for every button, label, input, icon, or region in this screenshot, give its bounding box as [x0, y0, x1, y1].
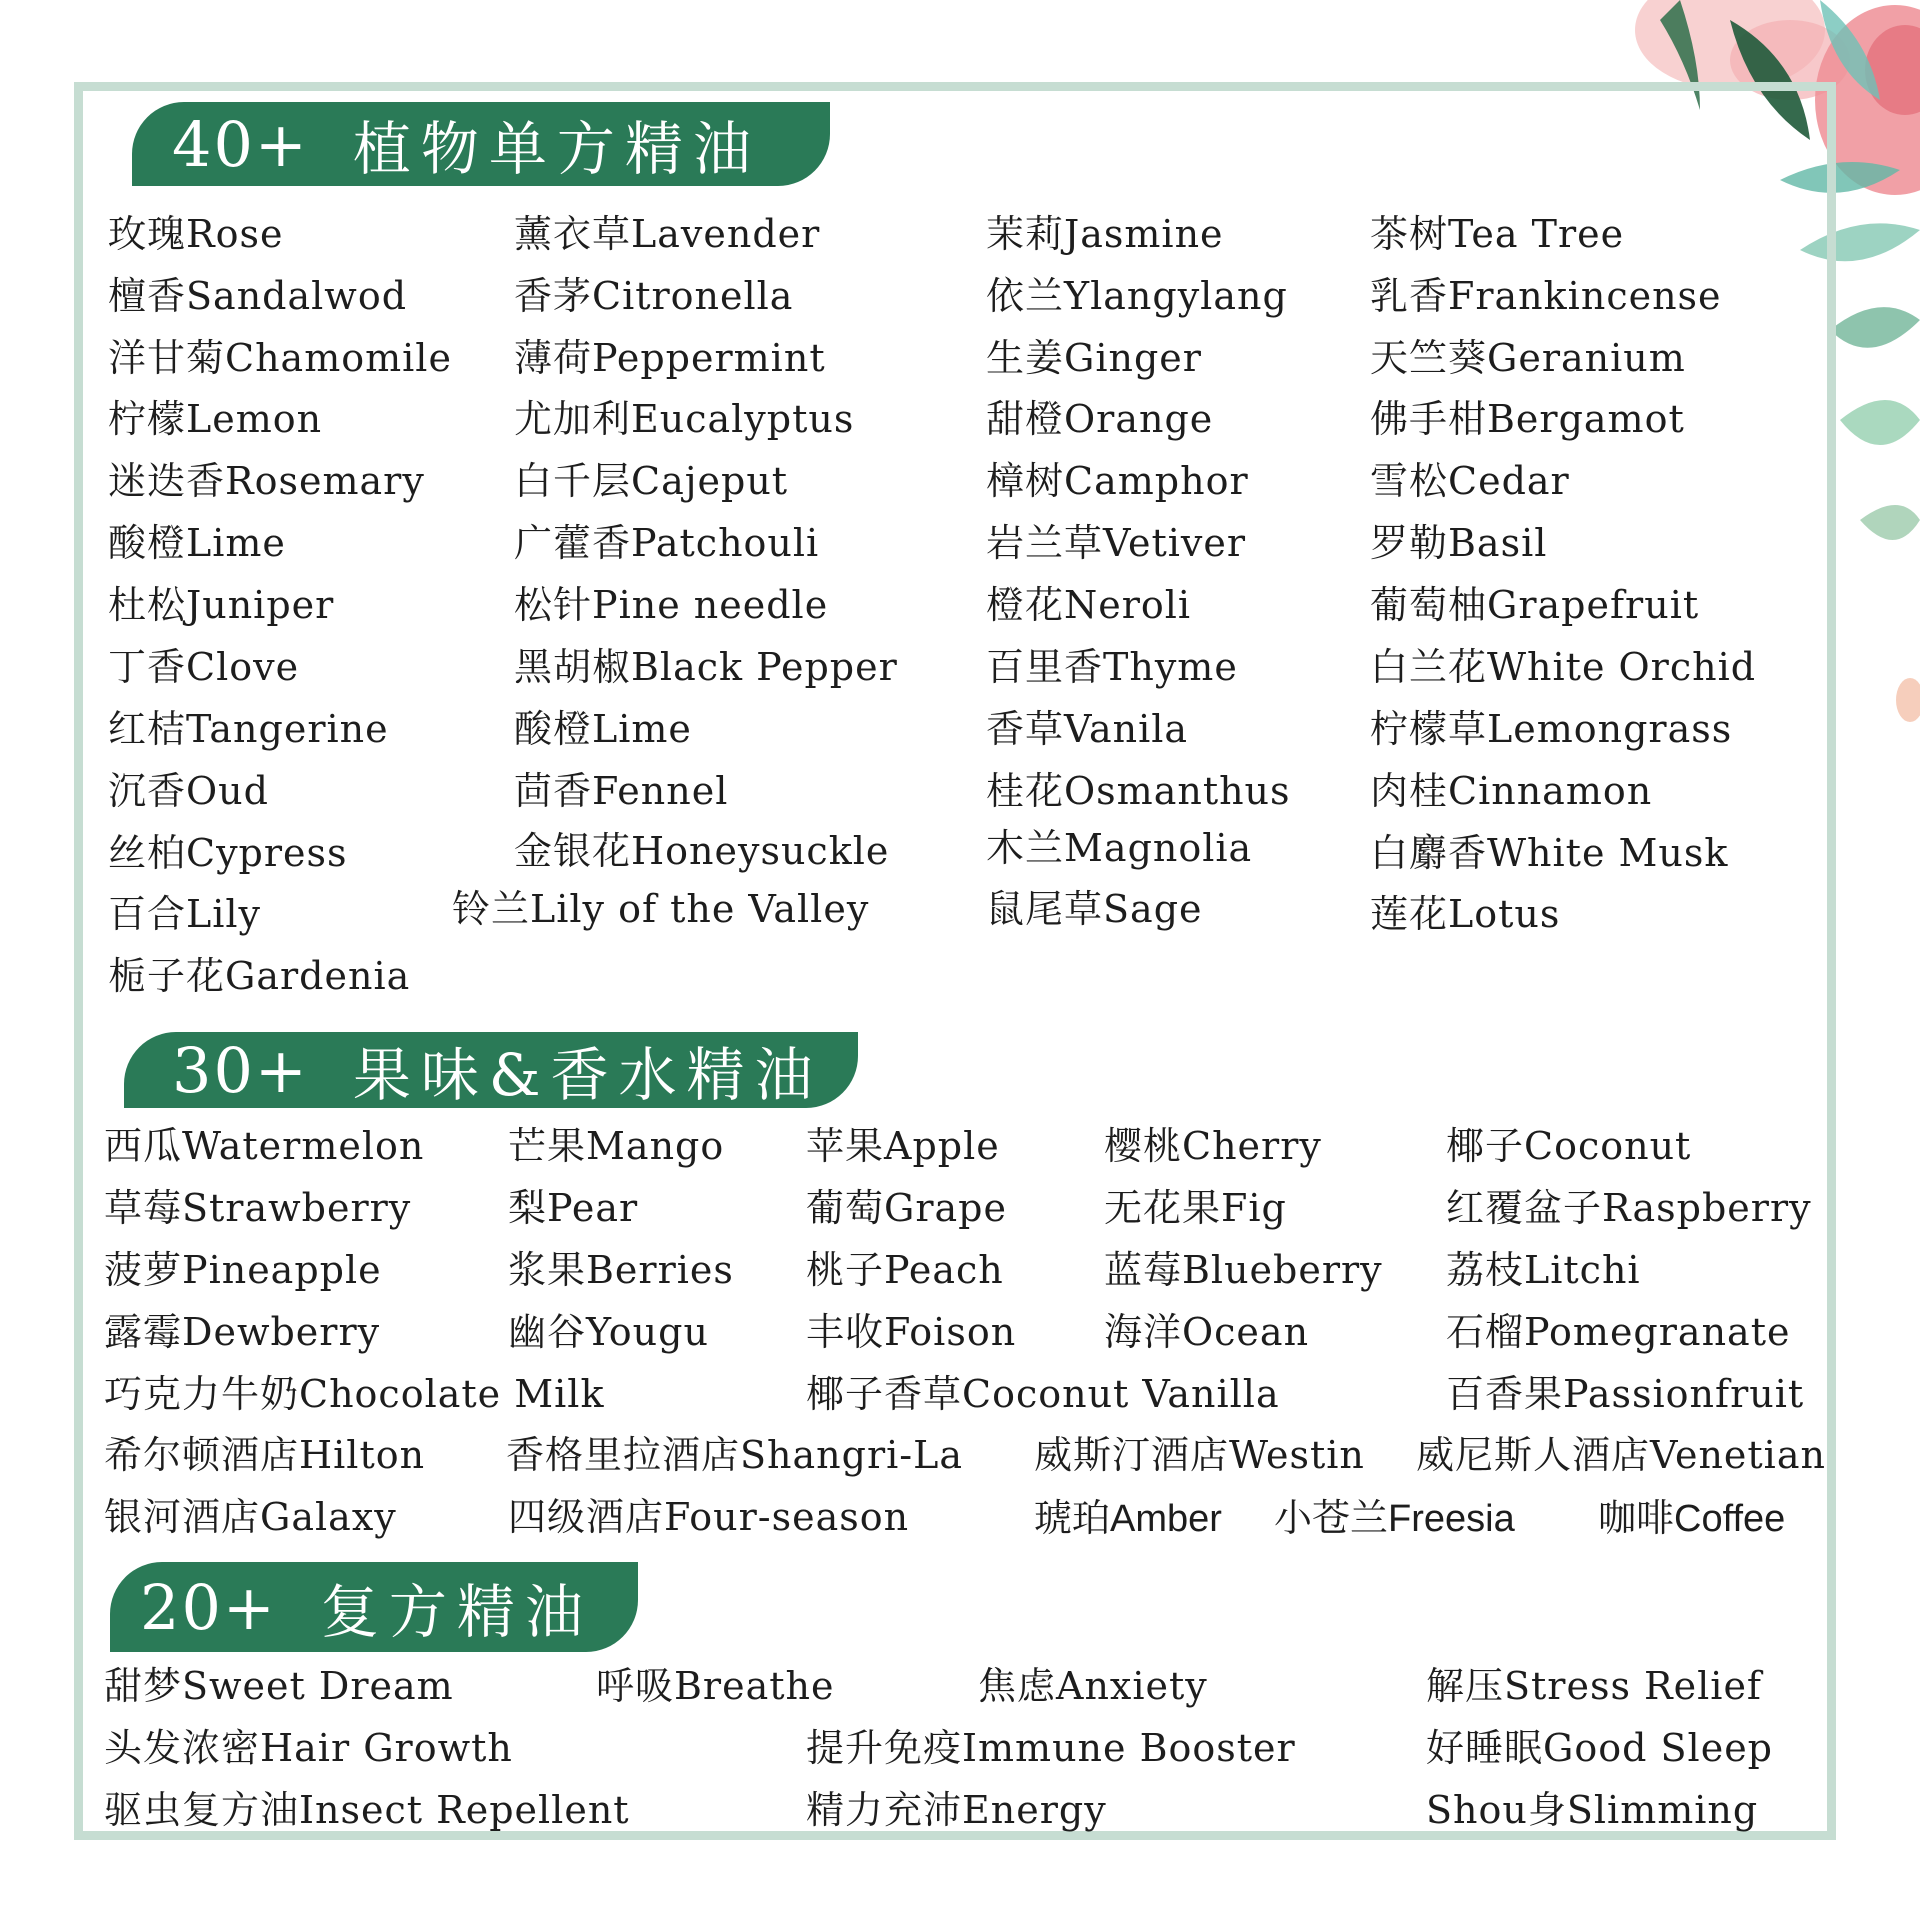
oil-item: 洋甘菊Chamomile	[108, 336, 452, 380]
oil-item: 天竺葵Geranium	[1370, 336, 1686, 380]
oil-item: 呼吸Breathe	[596, 1664, 835, 1708]
oil-item: 鼠尾草Sage	[986, 887, 1203, 931]
oil-item: 香茅Citronella	[514, 274, 794, 318]
oil-item: 柠檬草Lemongrass	[1370, 707, 1733, 751]
oil-item: 好睡眠Good Sleep	[1426, 1726, 1774, 1770]
oil-item: 薰衣草Lavender	[514, 212, 821, 256]
oil-item: 柠檬Lemon	[108, 397, 323, 441]
oil-item: 百香果Passionfruit	[1446, 1372, 1805, 1416]
oil-item: 威尼斯人酒店Venetian	[1416, 1433, 1826, 1477]
oil-item: 桃子Peach	[806, 1248, 1004, 1292]
oil-item: 香格里拉酒店Shangri-La	[506, 1433, 964, 1477]
section-title: 复方精油	[320, 1578, 593, 1646]
section-banner-fruit-perfume	[124, 1032, 858, 1108]
oil-item: 解压Stress Relief	[1426, 1664, 1762, 1708]
oil-item: 玫瑰Rose	[108, 212, 284, 256]
oil-item: 铃兰Lily of the Valley	[452, 887, 870, 931]
oil-item: 丁香Clove	[108, 645, 300, 689]
oil-item: 无花果Fig	[1104, 1186, 1287, 1230]
oil-item: 精力充沛Energy	[806, 1788, 1107, 1832]
oil-item: 檀香Sandalwod	[108, 274, 408, 318]
oil-item: 茴香Fennel	[514, 769, 729, 813]
oil-item: 咖啡Coffee	[1598, 1498, 1786, 1540]
oil-item: 小苍兰Freesia	[1274, 1498, 1515, 1540]
oil-item: 橙花Neroli	[986, 583, 1192, 627]
oil-item: 蓝莓Blueberry	[1104, 1248, 1383, 1292]
section-count: 30+	[172, 1033, 309, 1107]
oil-item: 肉桂Cinnamon	[1370, 769, 1653, 813]
oil-item: 香草Vanila	[986, 707, 1189, 751]
oil-item: 金银花Honeysuckle	[514, 829, 890, 873]
oil-item: 白兰花White Orchid	[1370, 645, 1757, 689]
oil-item: 西瓜Watermelon	[104, 1124, 425, 1168]
section-banner-blends	[110, 1562, 638, 1652]
oil-item: 黑胡椒Black Pepper	[514, 645, 898, 689]
oil-item: 松针Pine needle	[514, 583, 829, 627]
oil-item: 沉香Oud	[108, 769, 269, 813]
oil-item: 薄荷Peppermint	[514, 336, 826, 380]
oil-item: 莲花Lotus	[1370, 892, 1561, 936]
oil-item: 苹果Apple	[806, 1124, 1000, 1168]
oil-item: 杜松Juniper	[108, 583, 335, 627]
oil-item: 驱虫复方油Insect Repellent	[104, 1788, 630, 1832]
oil-item: 樱桃Cherry	[1104, 1124, 1322, 1168]
oil-item: 威斯汀酒店Westin	[1034, 1433, 1365, 1477]
oil-item: 木兰Magnolia	[986, 826, 1253, 870]
oil-item: 头发浓密Hair Growth	[104, 1726, 513, 1770]
oil-item: 甜橙Orange	[986, 397, 1214, 441]
section-title: 果味&香水精油	[352, 1041, 823, 1109]
oil-item: 雪松Cedar	[1370, 459, 1570, 503]
oil-item: 四级酒店Four-season	[508, 1495, 910, 1539]
oil-item: 石榴Pomegranate	[1446, 1310, 1791, 1354]
oil-item: 广藿香Patchouli	[514, 521, 820, 565]
oil-item: 椰子Coconut	[1446, 1124, 1692, 1168]
oil-item: 樟树Camphor	[986, 459, 1249, 503]
oil-item: 丝柏Cypress	[108, 831, 348, 875]
oil-item: 酸橙Lime	[108, 521, 286, 565]
oil-item: 丰收Foison	[806, 1310, 1017, 1354]
oil-item: 罗勒Basil	[1370, 521, 1548, 565]
section-count: 20+	[140, 1570, 277, 1644]
oil-item: 草莓Strawberry	[104, 1186, 412, 1230]
oil-item: 巧克力牛奶Chocolate Milk	[104, 1372, 605, 1416]
oil-item: 乳香Frankincense	[1370, 274, 1722, 318]
oil-item: 佛手柑Bergamot	[1370, 397, 1685, 441]
oil-item: 芒果Mango	[508, 1124, 725, 1168]
oil-item: 露霉Dewberry	[104, 1310, 381, 1354]
oil-item: 荔枝Litchi	[1446, 1248, 1641, 1292]
oil-item: 岩兰草Vetiver	[986, 521, 1246, 565]
oil-item: 银河酒店Galaxy	[104, 1495, 397, 1539]
oil-item: 海洋Ocean	[1104, 1310, 1310, 1354]
oil-item: 浆果Berries	[508, 1248, 734, 1292]
oil-item: 甜梦Sweet Dream	[104, 1664, 454, 1708]
oil-item: 白千层Cajeput	[514, 459, 789, 503]
oil-item: 焦虑Anxiety	[978, 1664, 1208, 1708]
oil-item: 栀子花Gardenia	[108, 954, 411, 998]
oil-item: 生姜Ginger	[986, 336, 1202, 380]
section-banner-single-oils	[132, 102, 830, 186]
section-count: 40+	[172, 107, 309, 181]
oil-item: Shou身Slimming	[1426, 1788, 1759, 1832]
oil-item: 菠萝Pineapple	[104, 1248, 382, 1292]
section-title: 植物单方精油	[352, 115, 761, 183]
oil-item: 酸橙Lime	[514, 707, 692, 751]
oil-item: 梨Pear	[508, 1186, 639, 1230]
oil-item: 茶树Tea Tree	[1370, 212, 1625, 256]
oil-item: 葡萄柚Grapefruit	[1370, 583, 1700, 627]
oil-item: 椰子香草Coconut Vanilla	[806, 1372, 1280, 1416]
oil-item: 葡萄Grape	[806, 1186, 1007, 1230]
oil-item: 希尔顿酒店Hilton	[104, 1433, 426, 1477]
oil-item: 幽谷Yougu	[508, 1310, 709, 1354]
oil-item: 依兰Ylangylang	[986, 274, 1288, 318]
oil-item: 琥珀Amber	[1034, 1498, 1222, 1540]
oil-item: 白麝香White Musk	[1370, 831, 1729, 875]
oil-item: 红桔Tangerine	[108, 707, 389, 751]
oil-item: 桂花Osmanthus	[986, 769, 1291, 813]
oil-item: 百里香Thyme	[986, 645, 1238, 689]
oil-item: 红覆盆子Raspberry	[1446, 1186, 1812, 1230]
oil-item: 提升免疫Immune Booster	[806, 1726, 1296, 1770]
oil-item: 迷迭香Rosemary	[108, 459, 425, 503]
oil-item: 百合Lily	[108, 892, 262, 936]
oil-item: 茉莉Jasmine	[986, 212, 1224, 256]
oil-item: 尤加利Eucalyptus	[514, 397, 855, 441]
